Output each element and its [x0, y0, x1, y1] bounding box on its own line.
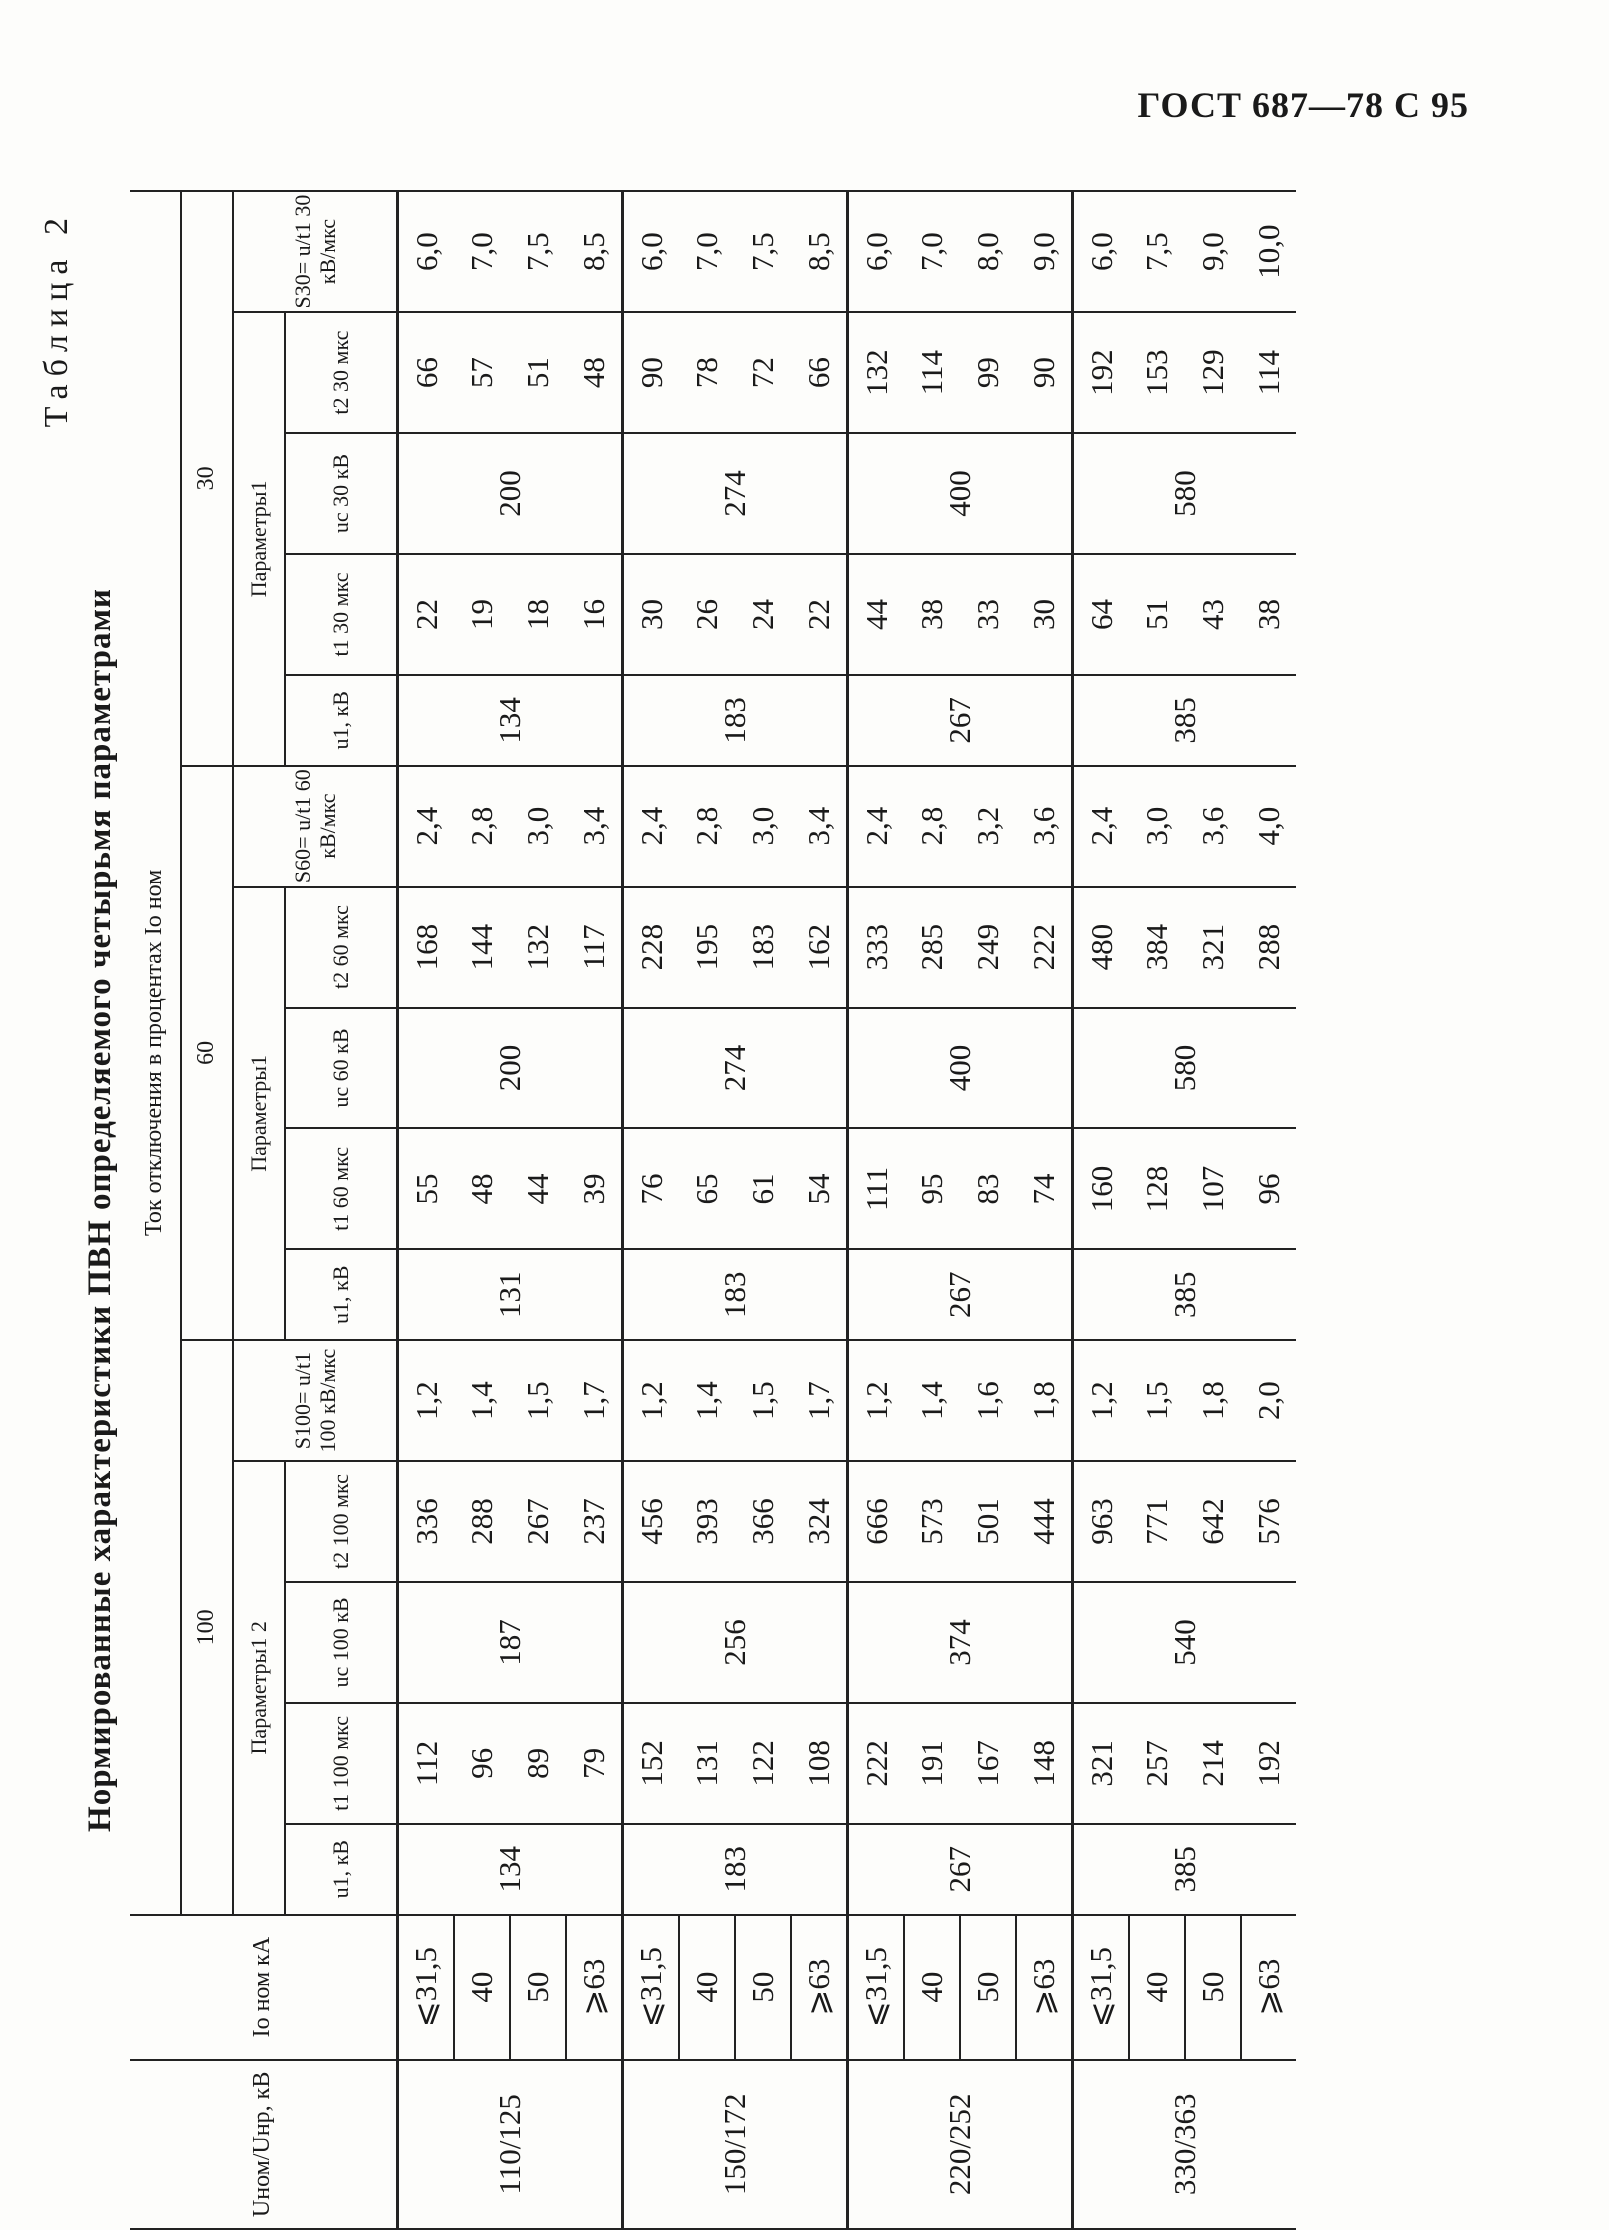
s-60-header: S60= u/t1 60 кВ/мкс — [233, 766, 398, 887]
u1-30-header: u1, кВ — [285, 675, 398, 766]
t2-cell: 249 — [960, 887, 1016, 1008]
s-cell: 3,6 — [1185, 766, 1241, 887]
uc-cell: 274 — [623, 433, 848, 554]
s-cell: 1,2 — [398, 1340, 455, 1461]
t1-cell: 55 — [398, 1128, 455, 1249]
t1-cell: 192 — [1241, 1703, 1296, 1824]
t1-cell: 107 — [1185, 1128, 1241, 1249]
t2-cell: 771 — [1129, 1461, 1185, 1582]
current-cell: ⩾63 — [1016, 1915, 1073, 2060]
t2-cell: 168 — [398, 887, 455, 1008]
voltage-header: Uном/Uнр, кВ — [130, 2060, 398, 2229]
table-label: Таблица 2 — [38, 210, 75, 428]
s-cell: 2,8 — [454, 766, 510, 887]
u1-cell: 267 — [848, 675, 1073, 766]
s-cell: 7,0 — [454, 191, 510, 312]
s-cell: 2,4 — [1073, 766, 1130, 887]
s-30-header: S30= u/t1 30 кВ/мкс — [233, 191, 398, 312]
pct-100-header: 100 — [181, 1340, 233, 1914]
voltage-cell: 220/252 — [848, 2060, 1073, 2229]
u1-60-header: u1, кВ — [285, 1249, 398, 1340]
s-cell: 3,2 — [960, 766, 1016, 887]
t2-cell: 66 — [791, 312, 848, 433]
t2-cell: 117 — [566, 887, 623, 1008]
t1-cell: 65 — [679, 1128, 735, 1249]
current-cell: ⩾63 — [791, 1915, 848, 2060]
t2-cell: 78 — [679, 312, 735, 433]
t2-cell: 267 — [510, 1461, 566, 1582]
t2-cell: 285 — [904, 887, 960, 1008]
current-cell: 50 — [510, 1915, 566, 2060]
t1-cell: 54 — [791, 1128, 848, 1249]
s-cell: 8,5 — [566, 191, 623, 312]
t1-cell: 83 — [960, 1128, 1016, 1249]
rotated-table-block — [38, 190, 1450, 2230]
t2-cell: 66 — [398, 312, 455, 433]
current-cell: 50 — [735, 1915, 791, 2060]
uc-100-header: uc 100 кВ — [285, 1582, 398, 1703]
u1-cell: 134 — [398, 1824, 623, 1915]
t2-cell: 129 — [1185, 312, 1241, 433]
t1-cell: 76 — [623, 1128, 680, 1249]
t2-cell: 366 — [735, 1461, 791, 1582]
t2-cell: 195 — [679, 887, 735, 1008]
s-cell: 1,5 — [1129, 1340, 1185, 1461]
t2-cell: 153 — [1129, 312, 1185, 433]
s-cell: 1,7 — [791, 1340, 848, 1461]
s-cell: 2,4 — [848, 766, 905, 887]
s-cell: 1,4 — [679, 1340, 735, 1461]
t1-cell: 111 — [848, 1128, 905, 1249]
s-cell: 7,5 — [1129, 191, 1185, 312]
s-cell: 2,8 — [679, 766, 735, 887]
current-cell: ⩽31,5 — [398, 1915, 455, 2060]
u1-cell: 183 — [623, 675, 848, 766]
u1-cell: 183 — [623, 1249, 848, 1340]
current-cell: 50 — [960, 1915, 1016, 2060]
s-cell: 6,0 — [848, 191, 905, 312]
t1-cell: 30 — [1016, 554, 1073, 675]
t2-cell: 324 — [791, 1461, 848, 1582]
t2-cell: 573 — [904, 1461, 960, 1582]
uc-30-header: uc 30 кВ — [285, 433, 398, 554]
u1-cell: 134 — [398, 675, 623, 766]
s-cell: 1,8 — [1016, 1340, 1073, 1461]
t2-cell: 48 — [566, 312, 623, 433]
t1-cell: 22 — [791, 554, 848, 675]
s-cell: 6,0 — [623, 191, 680, 312]
s-cell: 8,5 — [791, 191, 848, 312]
t1-60-header: t1 60 мкс — [285, 1128, 398, 1249]
t2-cell: 144 — [454, 887, 510, 1008]
t1-cell: 51 — [1129, 554, 1185, 675]
t2-60-header: t2 60 мкс — [285, 887, 398, 1008]
t2-cell: 321 — [1185, 887, 1241, 1008]
t1-cell: 30 — [623, 554, 680, 675]
u1-100-header: u1, кВ — [285, 1824, 398, 1915]
t1-cell: 222 — [848, 1703, 905, 1824]
voltage-cell: 150/172 — [623, 2060, 848, 2229]
t2-cell: 72 — [735, 312, 791, 433]
s-cell: 7,0 — [679, 191, 735, 312]
s-cell: 9,0 — [1016, 191, 1073, 312]
current-cell: ⩽31,5 — [623, 1915, 680, 2060]
s-cell: 3,0 — [510, 766, 566, 887]
t1-cell: 38 — [904, 554, 960, 675]
voltage-cell: 330/363 — [1073, 2060, 1297, 2229]
t2-cell: 393 — [679, 1461, 735, 1582]
t2-cell: 444 — [1016, 1461, 1073, 1582]
t2-cell: 132 — [510, 887, 566, 1008]
pct-30-header: 30 — [181, 191, 233, 766]
current-cell: 40 — [904, 1915, 960, 2060]
t1-cell: 24 — [735, 554, 791, 675]
t1-cell: 26 — [679, 554, 735, 675]
current-header: Iо ном кА — [130, 1915, 398, 2060]
t1-cell: 74 — [1016, 1128, 1073, 1249]
t2-30-header: t2 30 мкс — [285, 312, 398, 433]
s-cell: 7,0 — [904, 191, 960, 312]
uc-cell: 187 — [398, 1582, 623, 1703]
t1-cell: 152 — [623, 1703, 680, 1824]
t2-cell: 90 — [623, 312, 680, 433]
current-cell: 50 — [1185, 1915, 1241, 2060]
t1-cell: 214 — [1185, 1703, 1241, 1824]
s-cell: 10,0 — [1241, 191, 1296, 312]
t2-cell: 57 — [454, 312, 510, 433]
t2-cell: 384 — [1129, 887, 1185, 1008]
t2-cell: 99 — [960, 312, 1016, 433]
group-header: Ток отключения в процентах Iо ном — [130, 191, 181, 1915]
t2-cell: 114 — [1241, 312, 1296, 433]
params-60-header: Параметры1 — [233, 887, 285, 1341]
pct-60-header: 60 — [181, 766, 233, 1340]
s-cell: 7,5 — [735, 191, 791, 312]
uc-cell: 256 — [623, 1582, 848, 1703]
t2-cell: 222 — [1016, 887, 1073, 1008]
s-cell: 3,6 — [1016, 766, 1073, 887]
t1-cell: 16 — [566, 554, 623, 675]
t1-cell: 18 — [510, 554, 566, 675]
t2-cell: 642 — [1185, 1461, 1241, 1582]
uc-cell: 580 — [1073, 433, 1297, 554]
params-30-header: Параметры1 — [233, 312, 285, 766]
s-cell: 1,7 — [566, 1340, 623, 1461]
t2-cell: 90 — [1016, 312, 1073, 433]
s-cell: 8,0 — [960, 191, 1016, 312]
t1-30-header: t1 30 мкс — [285, 554, 398, 675]
t1-cell: 48 — [454, 1128, 510, 1249]
params-100-header: Параметры1 2 — [233, 1461, 285, 1915]
uc-cell: 200 — [398, 433, 623, 554]
t1-cell: 148 — [1016, 1703, 1073, 1824]
t2-cell: 51 — [510, 312, 566, 433]
current-cell: 40 — [679, 1915, 735, 2060]
t1-cell: 108 — [791, 1703, 848, 1824]
uc-cell: 400 — [848, 433, 1073, 554]
t1-cell: 95 — [904, 1128, 960, 1249]
s-cell: 3,0 — [735, 766, 791, 887]
uc-cell: 274 — [623, 1008, 848, 1129]
s-cell: 1,5 — [510, 1340, 566, 1461]
t1-cell: 321 — [1073, 1703, 1130, 1824]
s-cell: 6,0 — [398, 191, 455, 312]
t2-100-header: t2 100 мкс — [285, 1461, 398, 1582]
t1-cell: 19 — [454, 554, 510, 675]
t1-cell: 39 — [566, 1128, 623, 1249]
t2-cell: 336 — [398, 1461, 455, 1582]
u1-cell: 183 — [623, 1824, 848, 1915]
s-cell: 1,2 — [848, 1340, 905, 1461]
t1-cell: 122 — [735, 1703, 791, 1824]
s-cell: 1,2 — [623, 1340, 680, 1461]
s-cell: 1,5 — [735, 1340, 791, 1461]
s-cell: 2,0 — [1241, 1340, 1296, 1461]
u1-cell: 385 — [1073, 1249, 1297, 1340]
s-cell: 2,8 — [904, 766, 960, 887]
s-100-header: S100= u/t1 100 кВ/мкс — [233, 1340, 398, 1461]
s-cell: 6,0 — [1073, 191, 1130, 312]
current-cell: ⩽31,5 — [848, 1915, 905, 2060]
uc-60-header: uc 60 кВ — [285, 1008, 398, 1129]
s-cell: 9,0 — [1185, 191, 1241, 312]
page-header: ГОСТ 687—78 С 95 — [1137, 85, 1469, 125]
t2-cell: 288 — [1241, 887, 1296, 1008]
t2-cell: 456 — [623, 1461, 680, 1582]
t1-cell: 96 — [454, 1703, 510, 1824]
current-cell: ⩾63 — [566, 1915, 623, 2060]
s-cell: 1,6 — [960, 1340, 1016, 1461]
u1-cell: 385 — [1073, 675, 1297, 766]
t2-cell: 183 — [735, 887, 791, 1008]
t1-cell: 160 — [1073, 1128, 1130, 1249]
s-cell: 1,2 — [1073, 1340, 1130, 1461]
s-cell: 2,4 — [398, 766, 455, 887]
uc-cell: 540 — [1073, 1582, 1297, 1703]
t2-cell: 480 — [1073, 887, 1130, 1008]
uc-cell: 200 — [398, 1008, 623, 1129]
current-cell: 40 — [454, 1915, 510, 2060]
t1-cell: 22 — [398, 554, 455, 675]
t2-cell: 162 — [791, 887, 848, 1008]
t1-cell: 131 — [679, 1703, 735, 1824]
voltage-cell: 110/125 — [398, 2060, 623, 2229]
s-cell: 1,4 — [904, 1340, 960, 1461]
t2-cell: 132 — [848, 312, 905, 433]
s-cell: 2,4 — [623, 766, 680, 887]
t2-cell: 237 — [566, 1461, 623, 1582]
current-cell: ⩾63 — [1241, 1915, 1296, 2060]
current-cell: ⩽31,5 — [1073, 1915, 1130, 2060]
t2-cell: 501 — [960, 1461, 1016, 1582]
uc-cell: 580 — [1073, 1008, 1297, 1129]
t1-cell: 191 — [904, 1703, 960, 1824]
t1-cell: 128 — [1129, 1128, 1185, 1249]
t1-cell: 167 — [960, 1703, 1016, 1824]
uc-cell: 400 — [848, 1008, 1073, 1129]
table-title: Нормированные характеристики ПВН определяемого четырьмя параметрами — [82, 588, 118, 1832]
t1-cell: 44 — [848, 554, 905, 675]
t1-cell: 96 — [1241, 1128, 1296, 1249]
t1-cell: 38 — [1241, 554, 1296, 675]
t2-cell: 666 — [848, 1461, 905, 1582]
t2-cell: 114 — [904, 312, 960, 433]
u1-cell: 267 — [848, 1249, 1073, 1340]
s-cell: 4,0 — [1241, 766, 1296, 887]
t1-cell: 61 — [735, 1128, 791, 1249]
s-cell: 3,0 — [1129, 766, 1185, 887]
uc-cell: 374 — [848, 1582, 1073, 1703]
u1-cell: 267 — [848, 1824, 1073, 1915]
t1-100-header: t1 100 мкс — [285, 1703, 398, 1824]
t1-cell: 89 — [510, 1703, 566, 1824]
t1-cell: 33 — [960, 554, 1016, 675]
t1-cell: 64 — [1073, 554, 1130, 675]
s-cell: 1,4 — [454, 1340, 510, 1461]
t2-cell: 192 — [1073, 312, 1130, 433]
t2-cell: 963 — [1073, 1461, 1130, 1582]
s-cell: 1,8 — [1185, 1340, 1241, 1461]
t2-cell: 333 — [848, 887, 905, 1008]
s-cell: 3,4 — [791, 766, 848, 887]
current-cell: 40 — [1129, 1915, 1185, 2060]
s-cell: 3,4 — [566, 766, 623, 887]
t1-cell: 44 — [510, 1128, 566, 1249]
t2-cell: 576 — [1241, 1461, 1296, 1582]
t1-cell: 257 — [1129, 1703, 1185, 1824]
t1-cell: 79 — [566, 1703, 623, 1824]
u1-cell: 385 — [1073, 1824, 1297, 1915]
u1-cell: 131 — [398, 1249, 623, 1340]
characteristics-table — [130, 190, 1296, 2230]
s-cell: 7,5 — [510, 191, 566, 312]
t1-cell: 112 — [398, 1703, 455, 1824]
t1-cell: 43 — [1185, 554, 1241, 675]
t2-cell: 288 — [454, 1461, 510, 1582]
t2-cell: 228 — [623, 887, 680, 1008]
